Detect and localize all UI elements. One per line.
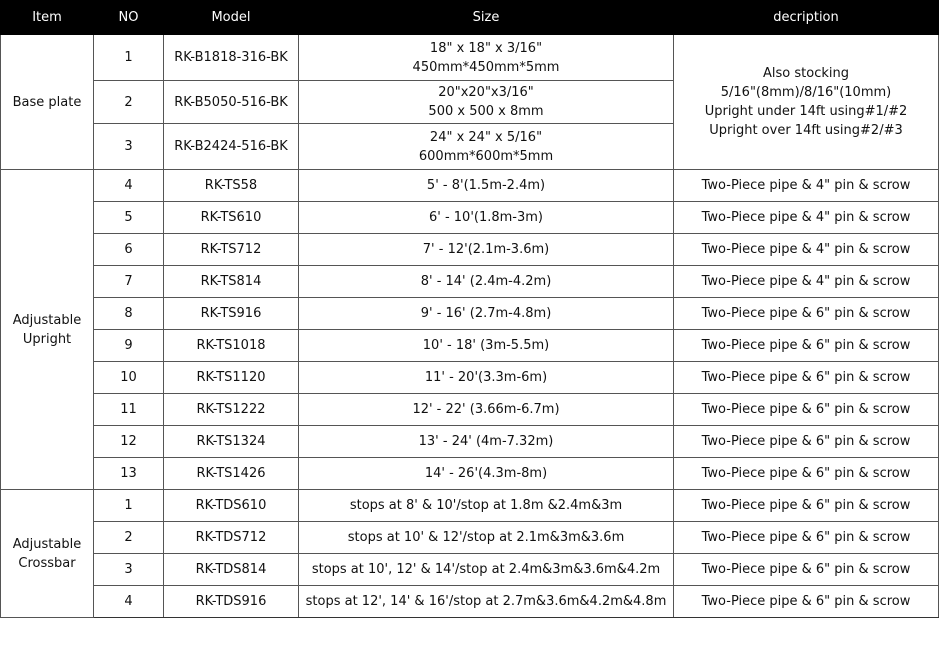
cell-model: RK-TDS712 — [164, 522, 299, 554]
header-no: NO — [94, 1, 164, 35]
table-row — [1, 202, 939, 234]
cell-model: RK-TS712 — [164, 234, 299, 266]
cell-description: Two-Piece pipe & 6" pin & scrow — [674, 298, 939, 330]
cell-description: Two-Piece pipe & 6" pin & scrow — [674, 522, 939, 554]
header-size: Size — [299, 1, 674, 35]
table-row — [1, 458, 939, 490]
table-row — [1, 426, 939, 458]
group-base-plate: Base plate — [1, 35, 94, 170]
cell-size: 10' - 18' (3m-5.5m) — [299, 330, 674, 362]
cell-model: RK-TS814 — [164, 266, 299, 298]
cell-no: 2 — [94, 522, 164, 554]
cell-size: 6' - 10'(1.8m-3m) — [299, 202, 674, 234]
group-adjustable-upright — [1, 170, 94, 490]
table-row — [1, 35, 939, 81]
cell-model: RK-TS916 — [164, 298, 299, 330]
table-row — [1, 554, 939, 586]
cell-size: stops at 12', 14' & 16'/stop at 2.7m&3.6m&4.2m&4.8m — [299, 586, 674, 618]
table-row — [1, 330, 939, 362]
cell-no: 2 — [94, 81, 164, 124]
cell-description: Two-Piece pipe & 4" pin & scrow — [674, 266, 939, 298]
cell-size: 7' - 12'(2.1m-3.6m) — [299, 234, 674, 266]
size-metric: 600mm*600m*5mm — [418, 148, 554, 164]
table-row — [1, 234, 939, 266]
header-row — [1, 1, 939, 35]
cell-no: 13 — [94, 458, 164, 490]
cell-model: RK-B5050-516-BK — [164, 81, 299, 124]
cell-no: 1 — [94, 490, 164, 522]
cell-model: RK-TS58 — [164, 170, 299, 202]
cell-description: Two-Piece pipe & 6" pin & scrow — [674, 586, 939, 618]
cell-model: RK-TS1324 — [164, 426, 299, 458]
cell-model: RK-TS1120 — [164, 362, 299, 394]
table-row — [1, 362, 939, 394]
desc-line: Also stocking — [763, 66, 849, 81]
cell-model: RK-TDS814 — [164, 554, 299, 586]
cell-size: stops at 10', 12' & 14'/stop at 2.4m&3m&3.6m&4.2m — [299, 554, 674, 586]
size-imperial: 24" x 24" x 5/16" — [429, 129, 543, 145]
desc-line: 5/16"(8mm)/8/16"(10mm) — [720, 85, 892, 100]
cell-description: Two-Piece pipe & 4" pin & scrow — [674, 202, 939, 234]
cell-size: 12' - 22' (3.66m-6.7m) — [299, 394, 674, 426]
desc-line: Upright over 14ft using#2/#3 — [709, 123, 903, 138]
size-imperial: 20"x20"x3/16" — [438, 85, 534, 100]
cell-description-base-plate — [674, 35, 939, 170]
table-row — [1, 266, 939, 298]
cell-no: 11 — [94, 394, 164, 426]
cell-description: Two-Piece pipe & 6" pin & scrow — [674, 490, 939, 522]
header-model: Model — [164, 1, 299, 35]
desc-line: Upright under 14ft using#1/#2 — [704, 104, 908, 119]
size-imperial: 18" x 18" x 3/16" — [429, 40, 543, 56]
cell-size: stops at 10' & 12'/stop at 2.1m&3m&3.6m — [299, 522, 674, 554]
cell-no: 3 — [94, 554, 164, 586]
cell-model: RK-TDS916 — [164, 586, 299, 618]
group-label-line: Upright — [22, 331, 72, 347]
group-adjustable-crossbar — [1, 490, 94, 618]
size-metric: 500 x 500 x 8mm — [428, 104, 544, 119]
size-metric: 450mm*450mm*5mm — [412, 59, 560, 75]
cell-model: RK-B2424-516-BK — [164, 124, 299, 170]
cell-size: 5' - 8'(1.5m-2.4m) — [299, 170, 674, 202]
cell-description: Two-Piece pipe & 6" pin & scrow — [674, 554, 939, 586]
cell-size — [299, 124, 674, 170]
cell-description: Two-Piece pipe & 4" pin & scrow — [674, 170, 939, 202]
cell-no: 3 — [94, 124, 164, 170]
cell-description: Two-Piece pipe & 4" pin & scrow — [674, 234, 939, 266]
table-row — [1, 490, 939, 522]
cell-model: RK-TS1222 — [164, 394, 299, 426]
cell-size: 13' - 24' (4m-7.32m) — [299, 426, 674, 458]
cell-no: 7 — [94, 266, 164, 298]
cell-size: stops at 8' & 10'/stop at 1.8m &2.4m&3m — [299, 490, 674, 522]
table-row — [1, 298, 939, 330]
header-item: Item — [1, 1, 94, 35]
group-label-line: Adjustable — [12, 536, 82, 552]
table-row — [1, 394, 939, 426]
cell-no: 10 — [94, 362, 164, 394]
group-label-line: Adjustable — [12, 312, 82, 328]
cell-no: 5 — [94, 202, 164, 234]
cell-description: Two-Piece pipe & 6" pin & scrow — [674, 426, 939, 458]
cell-size: 8' - 14' (2.4m-4.2m) — [299, 266, 674, 298]
group-label-line: Crossbar — [18, 555, 76, 571]
cell-no: 4 — [94, 170, 164, 202]
table-row — [1, 170, 939, 202]
cell-no: 4 — [94, 586, 164, 618]
cell-description: Two-Piece pipe & 6" pin & scrow — [674, 330, 939, 362]
cell-no: 8 — [94, 298, 164, 330]
cell-model: RK-TS610 — [164, 202, 299, 234]
cell-no: 9 — [94, 330, 164, 362]
cell-model: RK-TDS610 — [164, 490, 299, 522]
table-row — [1, 586, 939, 618]
cell-size: 11' - 20'(3.3m-6m) — [299, 362, 674, 394]
cell-no: 1 — [94, 35, 164, 81]
cell-size: 9' - 16' (2.7m-4.8m) — [299, 298, 674, 330]
cell-model: RK-TS1426 — [164, 458, 299, 490]
cell-model: RK-TS1018 — [164, 330, 299, 362]
header-description: decription — [674, 1, 939, 35]
cell-description: Two-Piece pipe & 6" pin & scrow — [674, 362, 939, 394]
cell-no: 6 — [94, 234, 164, 266]
cell-size — [299, 35, 674, 81]
cell-description: Two-Piece pipe & 6" pin & scrow — [674, 458, 939, 490]
cell-model: RK-B1818-316-BK — [164, 35, 299, 81]
table-row — [1, 522, 939, 554]
cell-description: Two-Piece pipe & 6" pin & scrow — [674, 394, 939, 426]
cell-size: 14' - 26'(4.3m-8m) — [299, 458, 674, 490]
cell-no: 12 — [94, 426, 164, 458]
cell-size — [299, 81, 674, 124]
